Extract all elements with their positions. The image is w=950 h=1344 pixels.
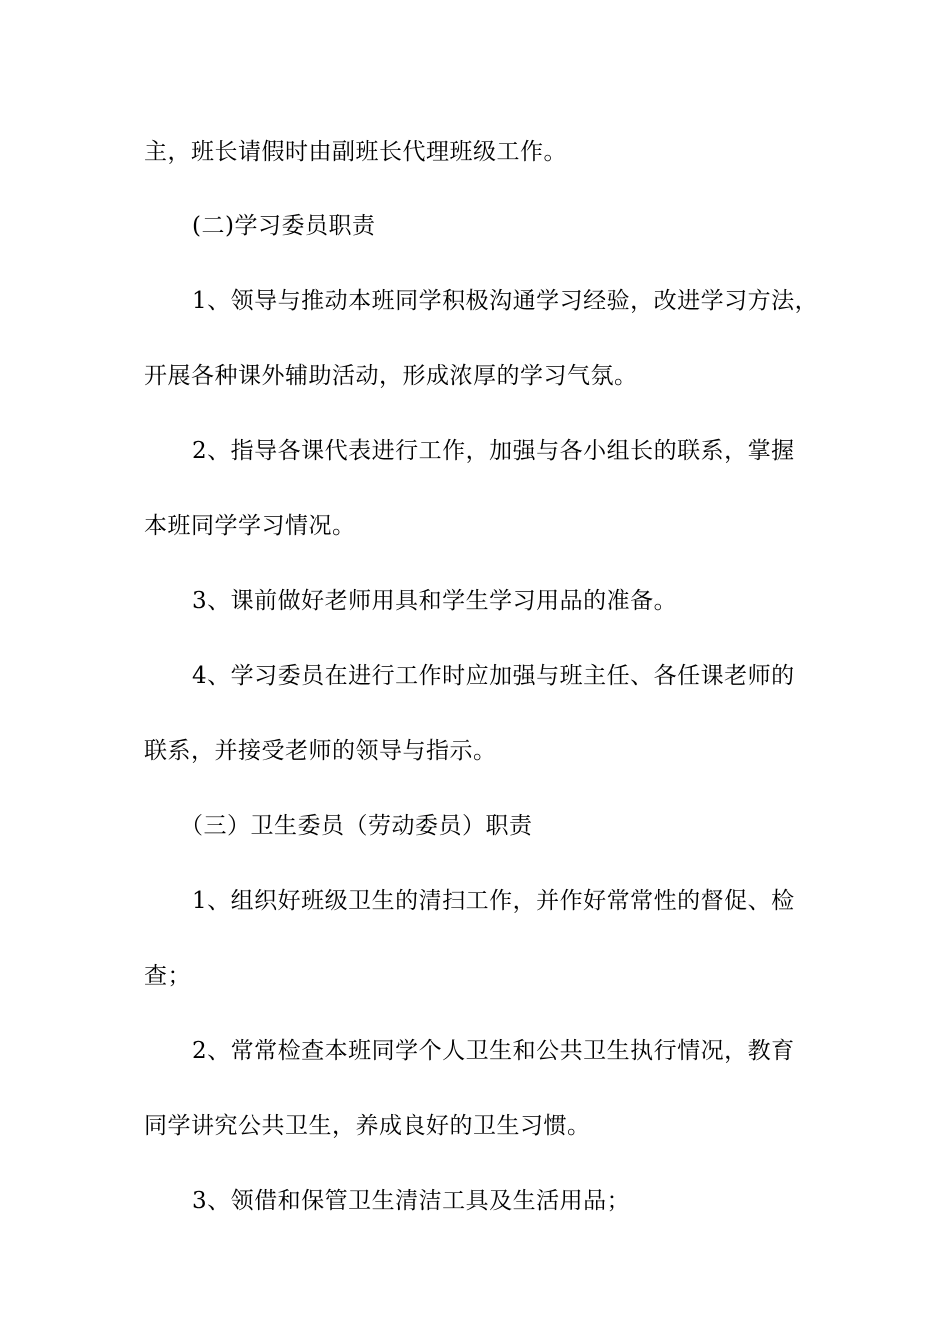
list-item-2-line-2: 本班同学学习情况。: [144, 513, 356, 539]
hygiene-item-2-line-1: 2、常常检查本班同学个人卫生和公共卫生执行情况，教育: [192, 1038, 795, 1064]
hygiene-item-1-line-2: 查；: [144, 963, 191, 989]
paragraph-continuation: 主，班长请假时由副班长代理班级工作。: [144, 139, 567, 165]
hygiene-item-1-line-1: 1、组织好班级卫生的清扫工作，并作好常常性的督促、检: [192, 888, 795, 914]
list-item-1-line-2: 开展各种课外辅助活动，形成浓厚的学习气氛。: [144, 363, 638, 389]
list-item-2-line-1: 2、指导各课代表进行工作，加强与各小组长的联系，掌握: [192, 438, 795, 464]
hygiene-item-3: 3、领借和保管卫生清洁工具及生活用品；: [192, 1188, 631, 1214]
section-heading-study-committee: (二)学习委员职责: [192, 213, 376, 239]
list-item-4-line-2: 联系，并接受老师的领导与指示。: [144, 738, 497, 764]
list-item-3: 3、课前做好老师用具和学生学习用品的准备。: [192, 588, 678, 614]
hygiene-item-2-line-2: 同学讲究公共卫生，养成良好的卫生习惯。: [144, 1113, 591, 1139]
section-heading-hygiene-committee: （三）卫生委员（劳动委员）职责: [180, 813, 533, 839]
list-item-1-line-1: 1、领导与推动本班同学积极沟通学习经验，改进学习方法，: [192, 288, 819, 314]
list-item-4-line-1: 4、学习委员在进行工作时应加强与班主任、各任课老师的: [192, 663, 795, 689]
